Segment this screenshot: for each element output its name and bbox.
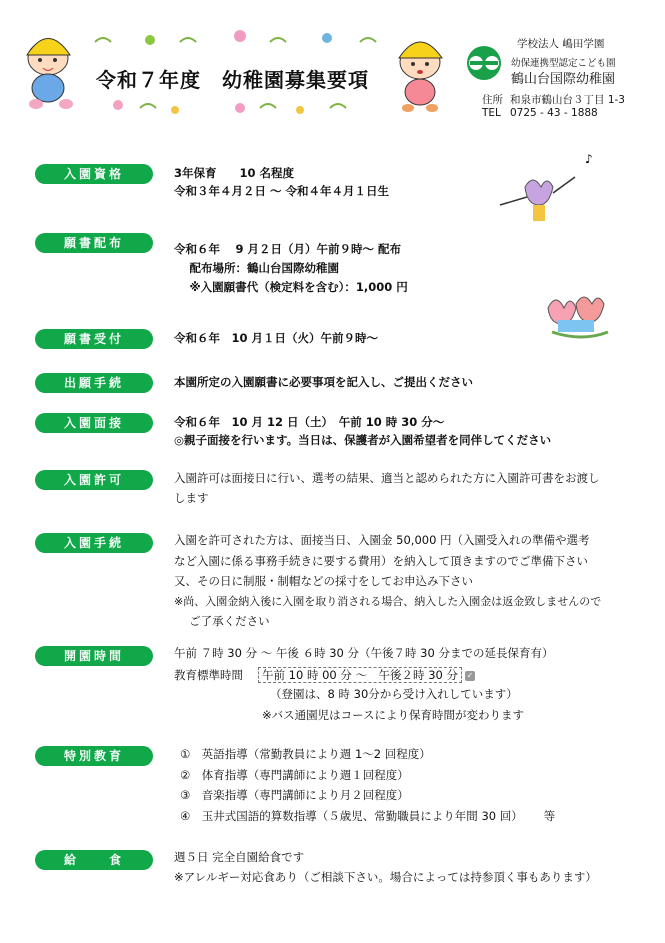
- check-icon: ✓: [466, 670, 474, 680]
- tulip-reading-illustration: [540, 280, 620, 350]
- standard-hours-box: 午前 10 時 00 分 ～ 午後２時 30 分: [258, 667, 462, 683]
- address-value: 和泉市鶴山台３丁目 1-3: [510, 94, 625, 106]
- enrollment-line-5: ご了承ください: [174, 614, 270, 628]
- svg-text:♪: ♪: [585, 152, 593, 166]
- special-line-1: ① 英語指導（常勤教員により週 1～2 回程度）: [180, 747, 431, 761]
- admission-eligibility-line-2: 令和３年４月２日 ～ 令和４年４月１日生: [174, 184, 390, 198]
- reception-line-1: 令和６年 10 月１日（火）午前９時～: [174, 331, 379, 345]
- child-illustration-left: [27, 39, 73, 110]
- tel-label: TEL: [482, 107, 501, 119]
- child-illustration-right: [399, 42, 442, 112]
- hours-line-2: （登園は、8 時 30分から受け入れしています）: [270, 687, 518, 701]
- standard-hours-label: 教育標準時間: [174, 668, 243, 682]
- label-admission-permission: 入園許可: [35, 470, 153, 490]
- page-title: 令和７年度 幼稚園募集要項: [96, 68, 369, 92]
- special-line-3: ③ 音楽指導（専門講師により月２回程度）: [180, 788, 409, 802]
- special-line-4: ④ 玉井式国語的算数指導（５歳児、常勤職員により年間 30 回） 等: [180, 809, 556, 823]
- permission-line-2: します: [174, 491, 209, 505]
- enrollment-line-3: 又、その日に制服・制帽などの採寸をしてお申込み下さい: [174, 574, 473, 588]
- permission-line-1: 入園許可は面接日に行い、選考の結果、適当と認められた方に入園許可書をお渡し: [174, 471, 600, 485]
- lunch-line-1: 週５日 完全自園給食です: [174, 850, 305, 864]
- school-name: 鶴山台国際幼稚園: [511, 72, 616, 87]
- enrollment-line-2: など入園に係る事務手続きに要する費用）を納入して頂きますのでご準備下さい: [174, 554, 588, 568]
- hours-line-1: 午前 ７時 30 分 ～ 午後 ６時 30 分（午後７時 30 分までの延長保育有）: [174, 646, 554, 660]
- standard-hours-value: [258, 665, 475, 685]
- procedure-line-1: 本園所定の入園願書に必要事項を記入し、ご提出ください: [174, 375, 473, 389]
- school-type: 幼保連携型認定こども園: [511, 58, 616, 69]
- tel-value: 0725 - 43 - 1888: [510, 107, 598, 119]
- label-opening-hours: 開園時間: [35, 646, 153, 666]
- hours-line-3: ※バス通園児はコースにより保育時間が変わります: [262, 708, 525, 722]
- school-logo: [467, 46, 501, 80]
- enrollment-line-1: 入園を許可された方は、面接当日、入園金 50,000 円（入園受入れの準備や選考: [174, 533, 590, 547]
- label-application-procedure: 出願手続: [35, 373, 153, 393]
- distribution-line-2: 配布場所：鶴山台国際幼稚園: [174, 261, 340, 275]
- address-label: 住所: [482, 94, 503, 106]
- label-school-lunch: 給 食: [35, 850, 153, 870]
- corp-name: 学校法人 嶋田学園: [517, 38, 605, 50]
- label-admission-eligibility: 入園資格: [35, 164, 153, 184]
- lunch-line-2: ※アレルギー対応食あり（ご相談下さい。場合によっては持参頂く事もあります）: [174, 870, 597, 884]
- special-line-2: ② 体育指導（専門講師により週１回程度）: [180, 768, 409, 782]
- interview-line-2: ◎親子面接を行います。当日は、保護者が入園希望者を同伴してください: [174, 433, 552, 447]
- enrollment-line-4: ※尚、入園金納入後に入園を取り消される場合、納入した入園金は返金致しませんので: [174, 595, 602, 608]
- distribution-line-1: 令和６年 9 月２日（月）午前９時～ 配布: [174, 242, 402, 256]
- interview-line-1: 令和６年 10 月 12 日（土） 午前 10 時 30 分～: [174, 415, 445, 429]
- admission-eligibility-line-1: 3年保育 10 名程度: [174, 166, 295, 180]
- label-interview: 入園面接: [35, 413, 153, 433]
- distribution-line-3: ※入園願書代（検定料を含む）：1,000 円: [174, 280, 408, 294]
- tulip-conductor-illustration: [495, 145, 605, 255]
- label-admission-procedure: 入園手続: [35, 533, 153, 553]
- label-application-distribution: 願書配布: [35, 233, 153, 253]
- label-special-education: 特別教育: [35, 746, 153, 766]
- label-application-reception: 願書受付: [35, 329, 153, 349]
